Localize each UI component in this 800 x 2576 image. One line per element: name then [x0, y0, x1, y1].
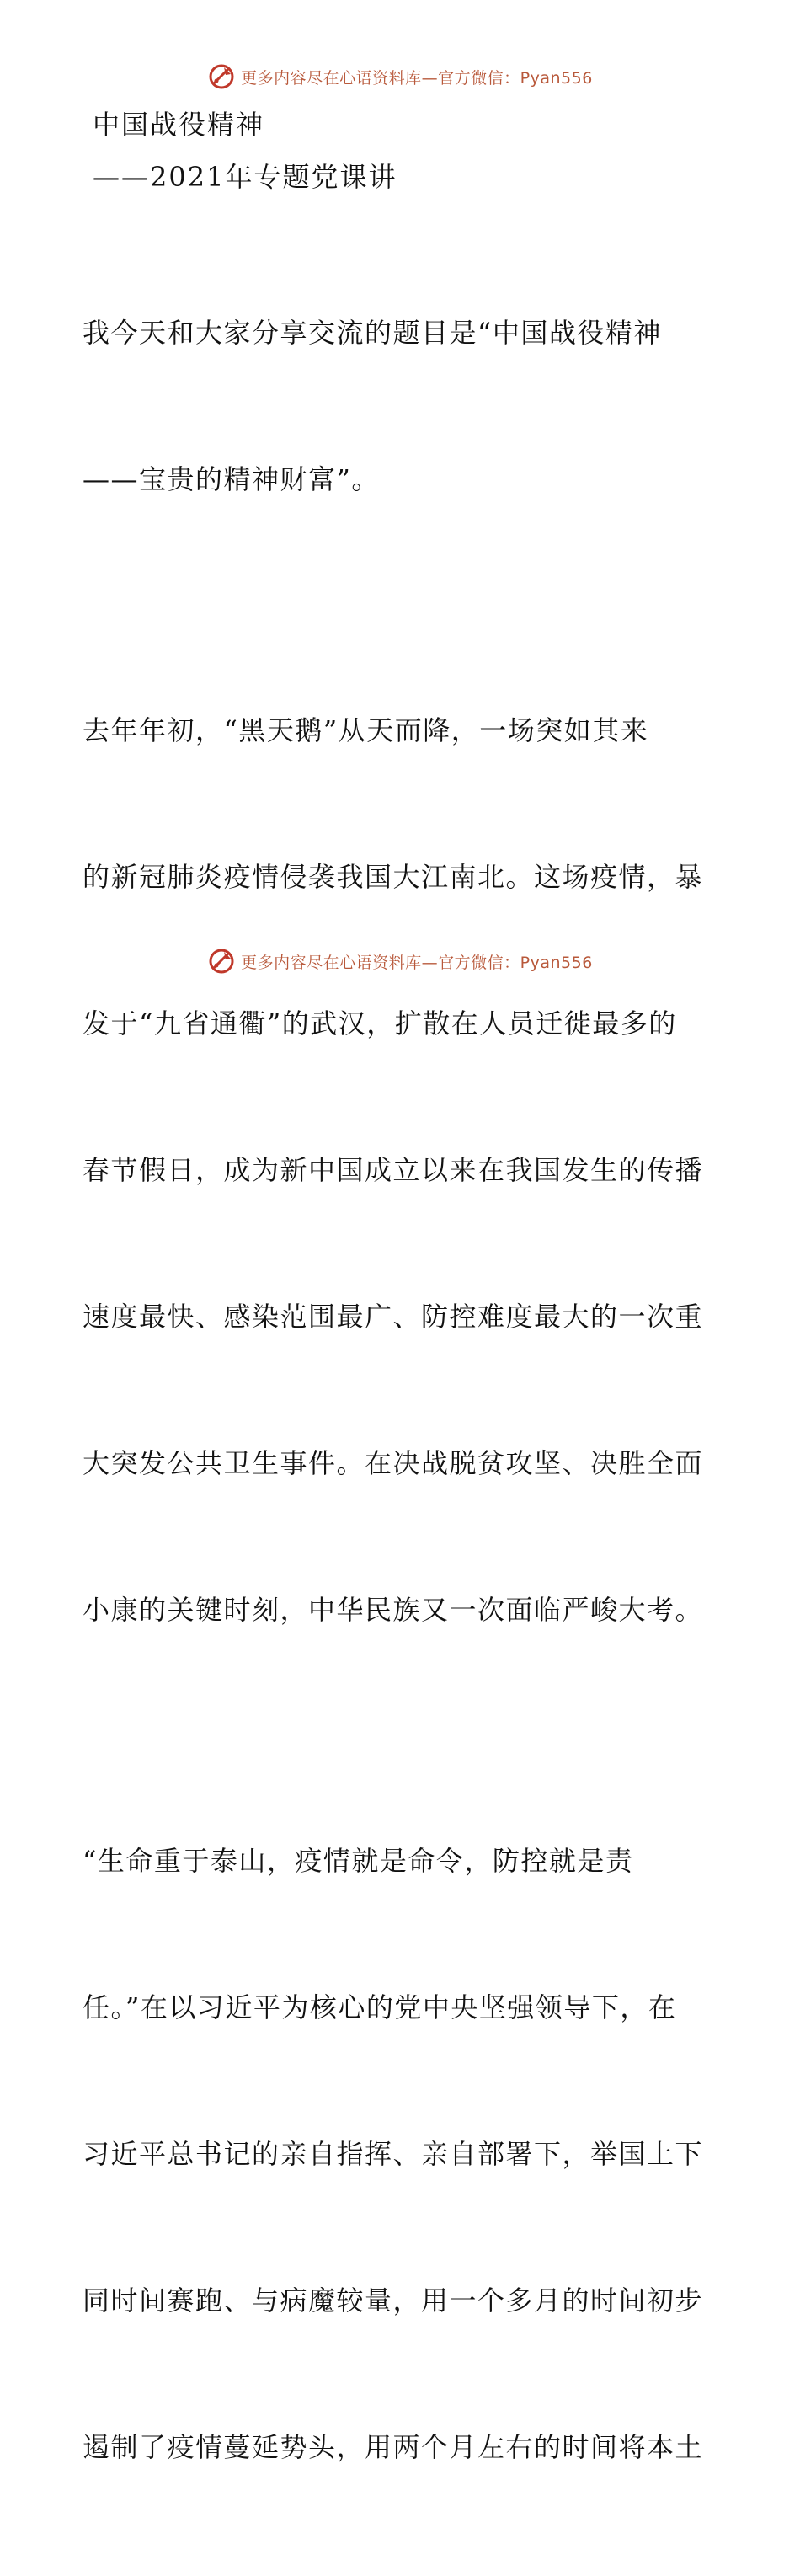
- paragraph-line: ——宝贵的精神财富”。: [83, 463, 380, 495]
- paragraph-1: [83, 211, 716, 601]
- paragraph-line: 大突发公共卫生事件。在决战脱贫攻坚、决胜全面: [83, 1447, 704, 1479]
- paragraph-3: [83, 1739, 716, 2569]
- paragraph-line: 去年年初，“黑天鹅”从天而降，一场突如其来: [83, 714, 649, 746]
- paragraph-line: 我今天和大家分享交流的题目是“中国战役精神: [83, 317, 662, 349]
- paragraph-2: [83, 608, 716, 1732]
- paragraph-line: 同时间赛跑、与病魔较量，用一个多月的时间初步: [83, 2285, 704, 2317]
- footer-watermark-banner: [0, 944, 800, 978]
- document-title: 中国战役精神: [93, 109, 265, 141]
- paragraph-line: 春节假日，成为新中国成立以来在我国发生的传播: [83, 1154, 704, 1186]
- logo-icon: [207, 947, 236, 975]
- footer-watermark-text: 更多内容尽在心语资料库—官方微信：Pyan556: [241, 953, 593, 972]
- header-watermark-banner: [0, 60, 800, 94]
- paragraph-line: 小康的关键时刻，中华民族又一次面临严峻大考。: [83, 1594, 704, 1626]
- paragraph-line: 任。”在以习近平为核心的党中央坚强领导下，在: [83, 1991, 677, 2023]
- document-subtitle: ——2021年专题党课讲: [93, 161, 397, 193]
- paragraph-line: 速度最快、感染范围最广、防控难度最大的一次重: [83, 1301, 704, 1333]
- header-watermark-text: 更多内容尽在心语资料库—官方微信：Pyan556: [241, 68, 593, 88]
- paragraph-line: 遏制了疫情蔓延势头，用两个月左右的时间将本土: [83, 2431, 704, 2463]
- document-body: [83, 103, 716, 2576]
- paragraph-line: 的新冠肺炎疫情侵袭我国大江南北。这场疫情，暴: [83, 861, 704, 893]
- logo-icon: [207, 62, 236, 91]
- paragraph-line: “生命重于泰山，疫情就是命令，防控就是责: [83, 1845, 634, 1877]
- paragraph-line: 习近平总书记的亲自指挥、亲自部署下，举国上下: [83, 2138, 704, 2170]
- paragraph-line: 发于“九省通衢”的武汉，扩散在人员迁徙最多的: [83, 1007, 677, 1039]
